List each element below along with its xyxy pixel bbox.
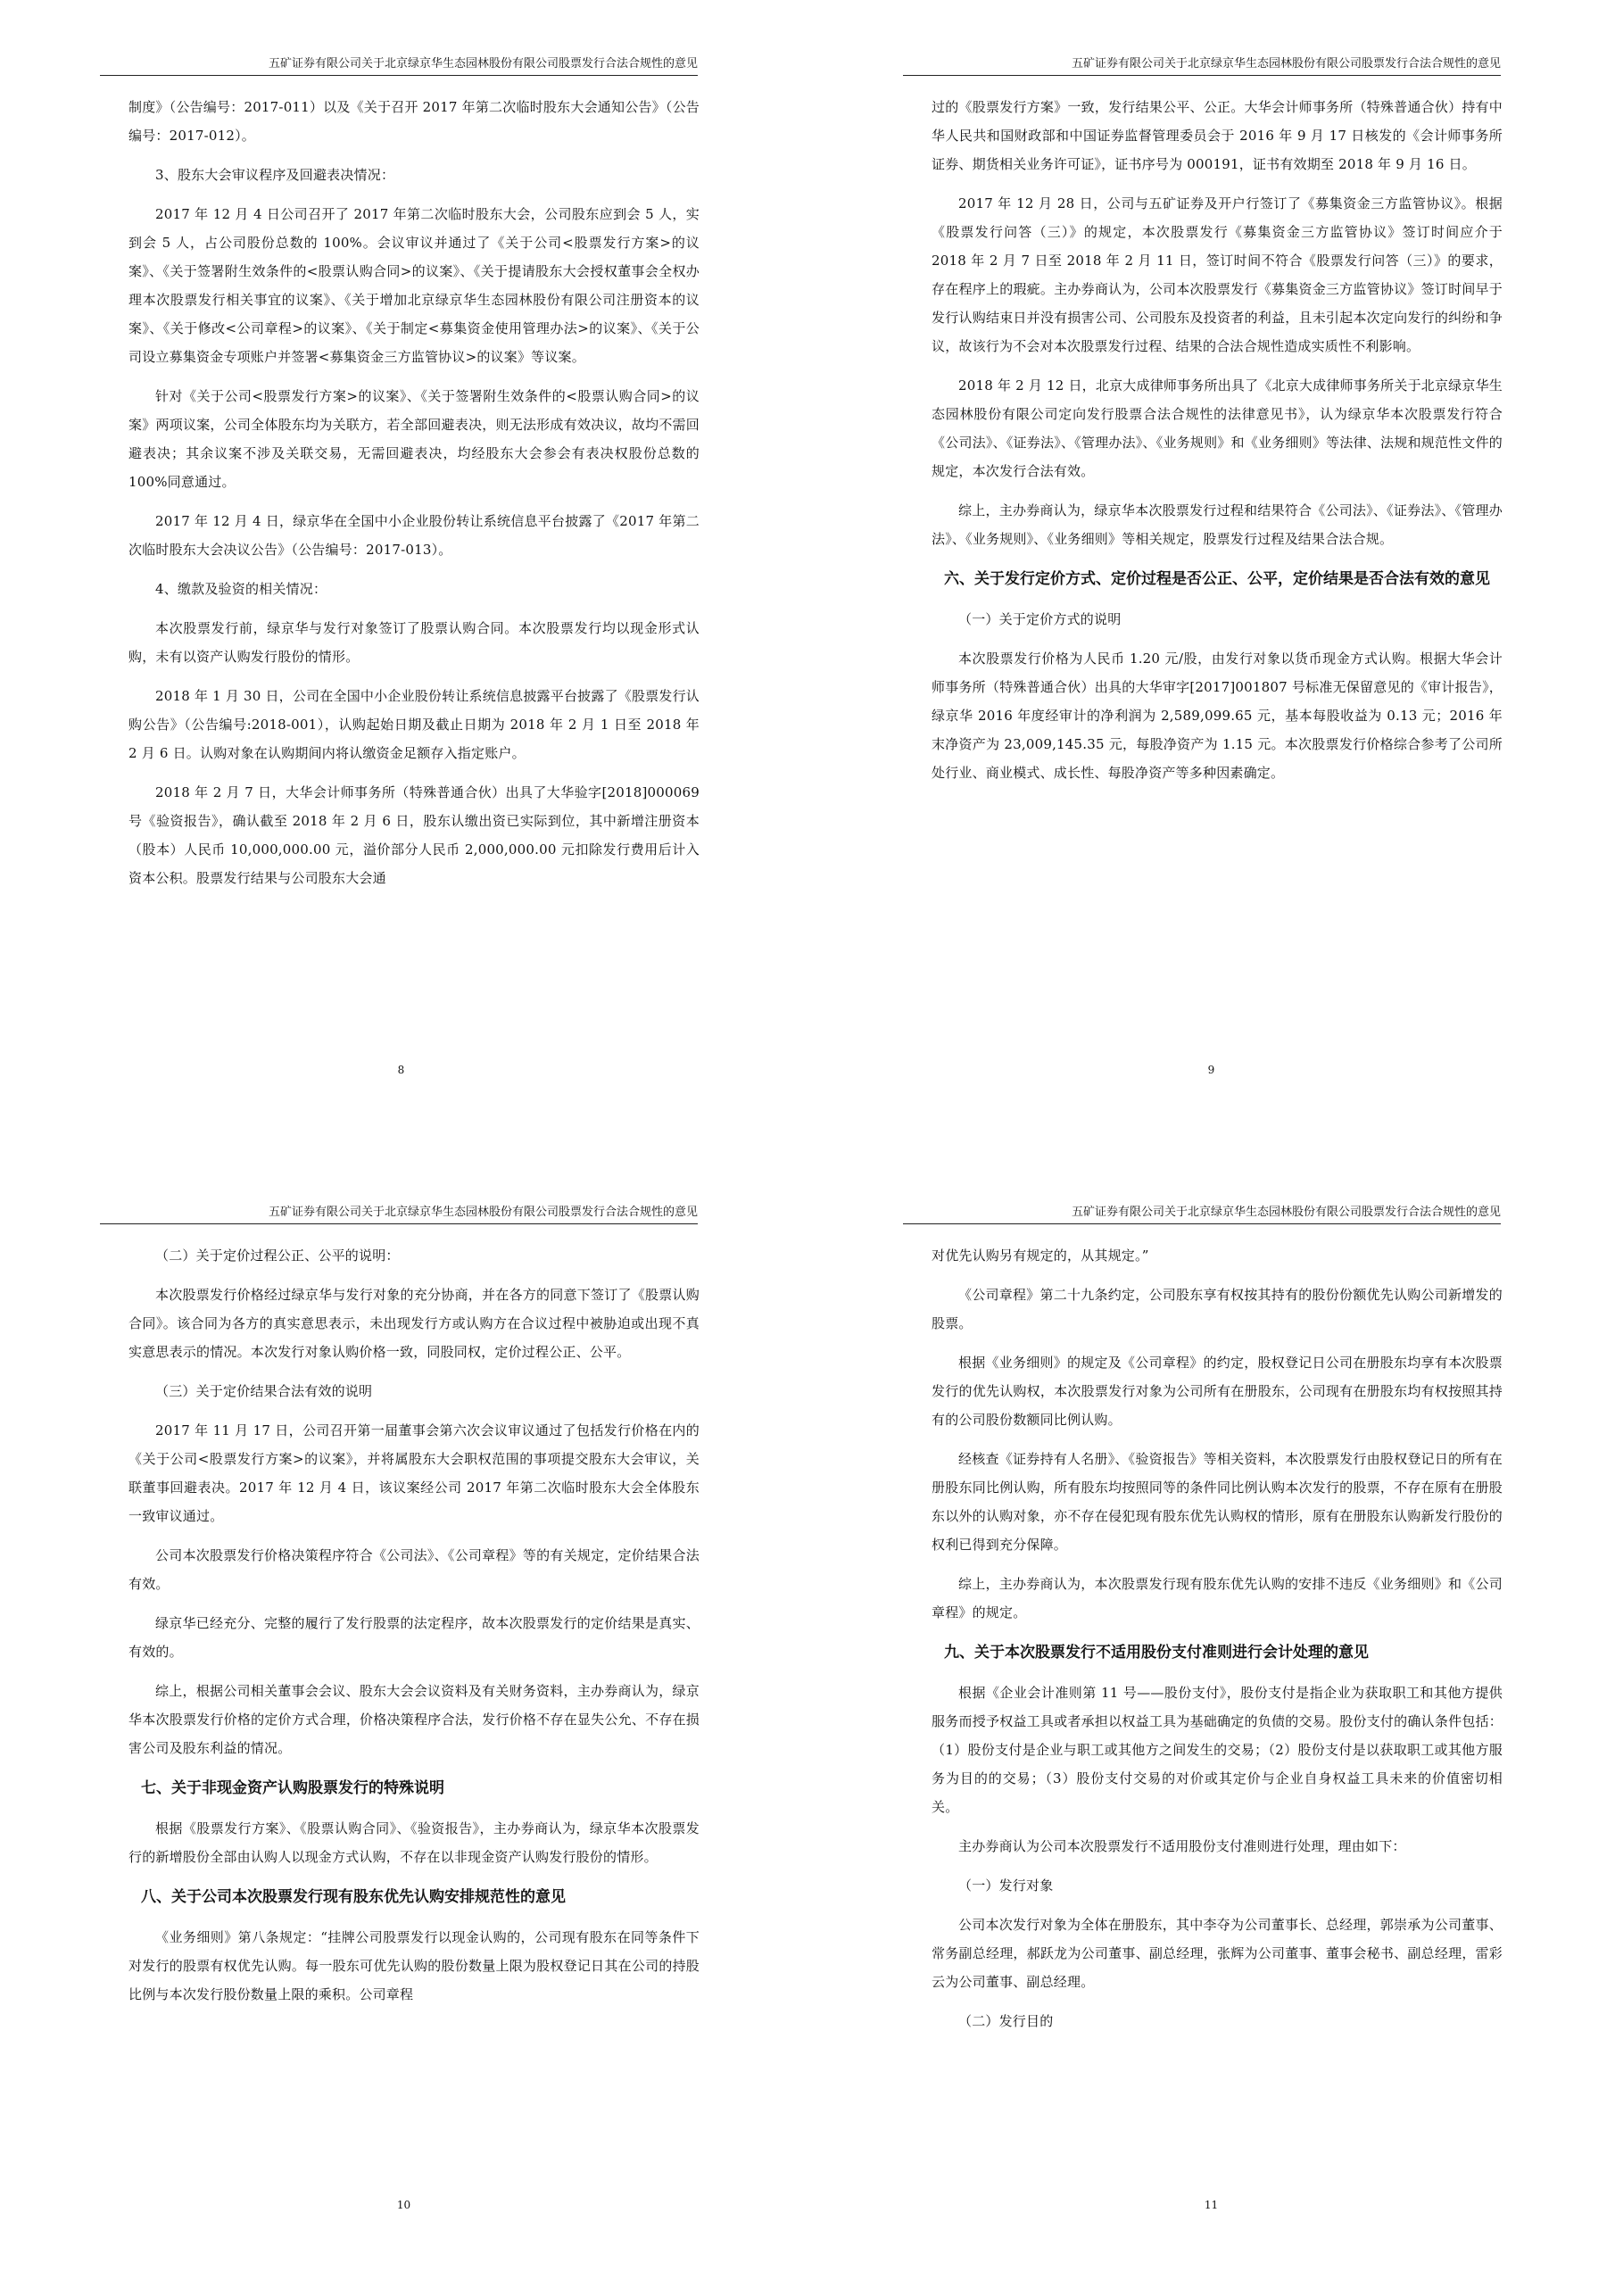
paragraph: 综上，根据公司相关董事会会议、股东大会会议资料及有关财务资料，主办券商认为，绿京华本次股票发行价格的定价方式合理，价格决策程序合法，发行价格不存在显失公允、不存在损害公司及股东利益的情况。 xyxy=(128,1683,700,1756)
page-body xyxy=(128,93,700,903)
paragraph: 针对《关于公司<股票发行方案>的议案》、《关于签署附生效条件的<股票认购合同>的议案》两项议案，公司全体股东均为关联方，若全部回避表决，则无法形成有效决议，故均不需回避表决；其余议案不涉及关联交易，无需回避表决，均经股东大会参会有表决权股份总数的 100%同意通过。 xyxy=(128,388,700,490)
paragraph: 综上，主办券商认为，本次股票发行现有股东优先认购的安排不违反《业务细则》和《公司章程》的规定。 xyxy=(932,1576,1503,1620)
paragraph: 本次股票发行前，绿京华与发行对象签订了股票认购合同。本次股票发行均以现金形式认购，未有以资产认购发行股份的情形。 xyxy=(128,620,700,665)
page-body xyxy=(128,1241,700,2019)
page-header: 五矿证券有限公司关于北京绿京华生态园林股份有限公司股票发行合法合规性的意见 xyxy=(100,1206,698,1224)
page-header: 五矿证券有限公司关于北京绿京华生态园林股份有限公司股票发行合法合规性的意见 xyxy=(903,1206,1501,1224)
paragraph: 2017 年 12 月 4 日公司召开了 2017 年第二次临时股东大会，公司股东应到会 5 人，实到会 5 人，占公司股份总数的 100%。会议审议并通过了《关于公司<股票发行方案>的议案》、《关于签署附生效条件的<股票认购合同>的议案》、《关于提请股东大会授权董事会全权办理本次股票发行相关事宜的议案》、《关于增加北京绿京华生态园林股份有限公司注册资本的议案》、《关于修改<公司章程>的议案》、《关于制定<募集资金使用管理办法>的议案》、《关于公司设立募集资金专项账户并签署<募集资金三方监管协议>的议案》等议案。 xyxy=(128,206,700,365)
page-number: 10 xyxy=(396,2199,411,2211)
paragraph: （二）发行目的 xyxy=(958,2013,1054,2029)
paragraph: （三）关于定价结果合法有效的说明 xyxy=(155,1383,373,1399)
document-page-10 xyxy=(0,1148,808,2296)
paragraph: 综上，主办券商认为，绿京华本次股票发行过程和结果符合《公司法》、《证券法》、《管理办法》、《业务规则》、《业务细则》等相关规定，股票发行过程及结果合法合规。 xyxy=(932,502,1503,547)
section-heading: 六、关于发行定价方式、定价过程是否公正、公平，定价结果是否合法有效的意见 xyxy=(944,570,1490,588)
section-heading: 八、关于公司本次股票发行现有股东优先认购安排规范性的意见 xyxy=(141,1888,566,1906)
paragraph: 2018 年 2 月 7 日，大华会计师事务所（特殊普通合伙）出具了大华验字[2018]000069 号《验资报告》，确认截至 2018 年 2 月 6 日，股东认缴出资已实际到位，其中新增注册资本（股本）人民币 10,000,000.00 元，溢价部分人民币 2,000,000.00 元扣除发行费用后计入资本公积。股票发行结果与公司股东大会通 xyxy=(128,784,700,886)
paragraph: 主办券商认为公司本次股票发行不适用股份支付准则进行处理，理由如下： xyxy=(958,1838,1406,1854)
page-number: 8 xyxy=(397,1064,405,1076)
paragraph: 本次股票发行价格为人民币 1.20 元/股，由发行对象以货币现金方式认购。根据大华会计师事务所（特殊普通合伙）出具的大华审字[2017]001807 号标准无保留意见的《审计报告》，绿京华 2016 年度经审计的净利润为 2,589,099.65 元，基本每股收益为 0.13 元；2016 年末净资产为 23,009,145.35 元，每股净资产为 1.15 元。本次股票发行价格综合参考了公司所处行业、商业模式、成长性、每股净资产等多种因素确定。 xyxy=(932,651,1503,781)
page-number: 9 xyxy=(1207,1064,1215,1076)
paragraph: 公司本次股票发行价格决策程序符合《公司法》、《公司章程》等的有关规定，定价结果合法有效。 xyxy=(128,1547,700,1592)
page-body xyxy=(932,93,1503,798)
document-page-8 xyxy=(0,0,808,1148)
paragraph-continued: 对优先认购另有规定的，从其规定。” xyxy=(932,1247,1149,1264)
section-heading: 七、关于非现金资产认购股票发行的特殊说明 xyxy=(141,1779,444,1797)
paragraph: 《业务细则》第八条规定：“挂牌公司股票发行以现金认购的，公司现有股东在同等条件下对发行的股票有权优先认购。每一股东可优先认购的股份数量上限为股权登记日其在公司的持股比例与本次发行股份数量上限的乘积。公司章程 xyxy=(128,1929,700,2002)
paragraph: 绿京华已经充分、完整的履行了发行股票的法定程序，故本次股票发行的定价结果是真实、有效的。 xyxy=(128,1615,700,1660)
paragraph: （一）发行对象 xyxy=(958,1877,1054,1894)
paragraph: 2018 年 1 月 30 日，公司在全国中小企业股份转让系统信息披露平台披露了《股票发行认购公告》（公告编号:2018-001），认购起始日期及截止日期为 2018 年 2 月 1 日至 2018 年 2 月 6 日。认购对象在认购期间内将认缴资金足额存入指定账户。 xyxy=(128,688,700,761)
page-header: 五矿证券有限公司关于北京绿京华生态园林股份有限公司股票发行合法合规性的意见 xyxy=(903,57,1501,76)
paragraph: 《公司章程》第二十九条约定，公司股东享有权按其持有的股份份额优先认购公司新增发的股票。 xyxy=(932,1287,1503,1331)
paragraph: 公司本次发行对象为全体在册股东，其中李夺为公司董事长、总经理，郭崇承为公司董事、常务副总经理，郝跃龙为公司董事、副总经理，张辉为公司董事、董事会秘书、副总经理，雷彩云为公司董事、副总经理。 xyxy=(932,1917,1503,1990)
document-page-9 xyxy=(808,0,1615,1148)
paragraph: 根据《企业会计准则第 11 号——股份支付》，股份支付是指企业为获取职工和其他方提供服务而授予权益工具或者承担以权益工具为基础确定的负债的交易。股份支付的确认条件包括：（1）股份支付是企业与职工或其他方之间发生的交易；（2）股份支付是以获取职工或其他方服务为目的的交易；（3）股份支付交易的对价或其定价与企业自身权益工具未来的价值密切相关。 xyxy=(932,1685,1503,1815)
page-header: 五矿证券有限公司关于北京绿京华生态园林股份有限公司股票发行合法合规性的意见 xyxy=(100,57,698,76)
paragraph: 2017 年 11 月 17 日，公司召开第一届董事会第六次会议审议通过了包括发行价格在内的《关于公司<股票发行方案>的议案》，并将属股东大会职权范围的事项提交股东大会审议，关联董事回避表决。2017 年 12 月 4 日，该议案经公司 2017 年第二次临时股东大会全体股东一致审议通过。 xyxy=(128,1422,700,1524)
paragraph: 3、股东大会审议程序及回避表决情况： xyxy=(155,167,395,183)
section-heading: 九、关于本次股票发行不适用股份支付准则进行会计处理的意见 xyxy=(944,1644,1369,1662)
paragraph: 经核查《证券持有人名册》、《验资报告》等相关资料，本次股票发行由股权登记日的所有在册股东同比例认购，所有股东均按照同等的条件同比例认购本次发行的股票，不存在原有在册股东以外的认购对象，亦不存在侵犯现有股东优先认购权的情形，原有在册股东认购新发行股份的权利已得到充分保障。 xyxy=(932,1451,1503,1553)
paragraph: （一）关于定价方式的说明 xyxy=(958,611,1122,627)
paragraph: 根据《业务细则》的规定及《公司章程》的约定，股权登记日公司在册股东均享有本次股票发行的优先认购权，本次股票发行对象为公司所有在册股东，公司现有在册股东均有权按照其持有的公司股份数额同比例认购。 xyxy=(932,1355,1503,1428)
paragraph-continued: 制度》（公告编号：2017-011）以及《关于召开 2017 年第二次临时股东大会通知公告》（公告编号：2017-012）。 xyxy=(128,99,700,144)
paragraph: 2017 年 12 月 28 日，公司与五矿证券及开户行签订了《募集资金三方监管协议》。根据《股票发行问答（三）》的规定，本次股票发行《募集资金三方监管协议》签订时间应介于 2018 年 2 月 7 日至 2018 年 2 月 11 日，签订时间不符合《股票发行问答（三）》的要求，存在程序上的瑕疵。主办券商认为，公司本次股票发行《募集资金三方监管协议》签订时间早于发行认购结束日并没有损害公司、公司股东及投资者的利益，且未引起本次定向发行的纠纷和争议，故该行为不会对本次股票发行过程、结果的合法合规性造成实质性不利影响。 xyxy=(932,195,1503,354)
page-number: 11 xyxy=(1204,2199,1219,2211)
paragraph: 根据《股票发行方案》、《股票认购合同》、《验资报告》，主办券商认为，绿京华本次股票发行的新增股份全部由认购人以现金方式认购，不存在以非现金资产认购发行股份的情形。 xyxy=(128,1820,700,1865)
page-body xyxy=(932,1241,1503,2046)
paragraph: 4、缴款及验资的相关情况： xyxy=(155,581,327,597)
paragraph: （二）关于定价过程公正、公平的说明： xyxy=(155,1247,400,1264)
paragraph: 2018 年 2 月 12 日，北京大成律师事务所出具了《北京大成律师事务所关于北京绿京华生态园林股份有限公司定向发行股票合法合规性的法律意见书》，认为绿京华本次股票发行符合《公司法》、《证券法》、《管理办法》、《业务规则》和《业务细则》等法律、法规和规范性文件的规定，本次发行合法有效。 xyxy=(932,377,1503,479)
document-page-11 xyxy=(808,1148,1615,2296)
paragraph: 2017 年 12 月 4 日，绿京华在全国中小企业股份转让系统信息平台披露了《2017 年第二次临时股东大会决议公告》（公告编号：2017-013）。 xyxy=(128,513,700,558)
paragraph-continued: 过的《股票发行方案》一致，发行结果公平、公正。大华会计师事务所（特殊普通合伙）持有中华人民共和国财政部和中国证券监督管理委员会于 2016 年 9 月 17 日核发的《会计师事务所证券、期货相关业务许可证》，证书序号为 000191，证书有效期至 2018 年 9 月 16 日。 xyxy=(932,99,1503,172)
paragraph: 本次股票发行价格经过绿京华与发行对象的充分协商，并在各方的同意下签订了《股票认购合同》。该合同为各方的真实意思表示，未出现发行方或认购方在合议过程中被胁迫或出现不真实意思表示的情况。本次发行对象认购价格一致，同股同权，定价过程公正、公平。 xyxy=(128,1287,700,1360)
